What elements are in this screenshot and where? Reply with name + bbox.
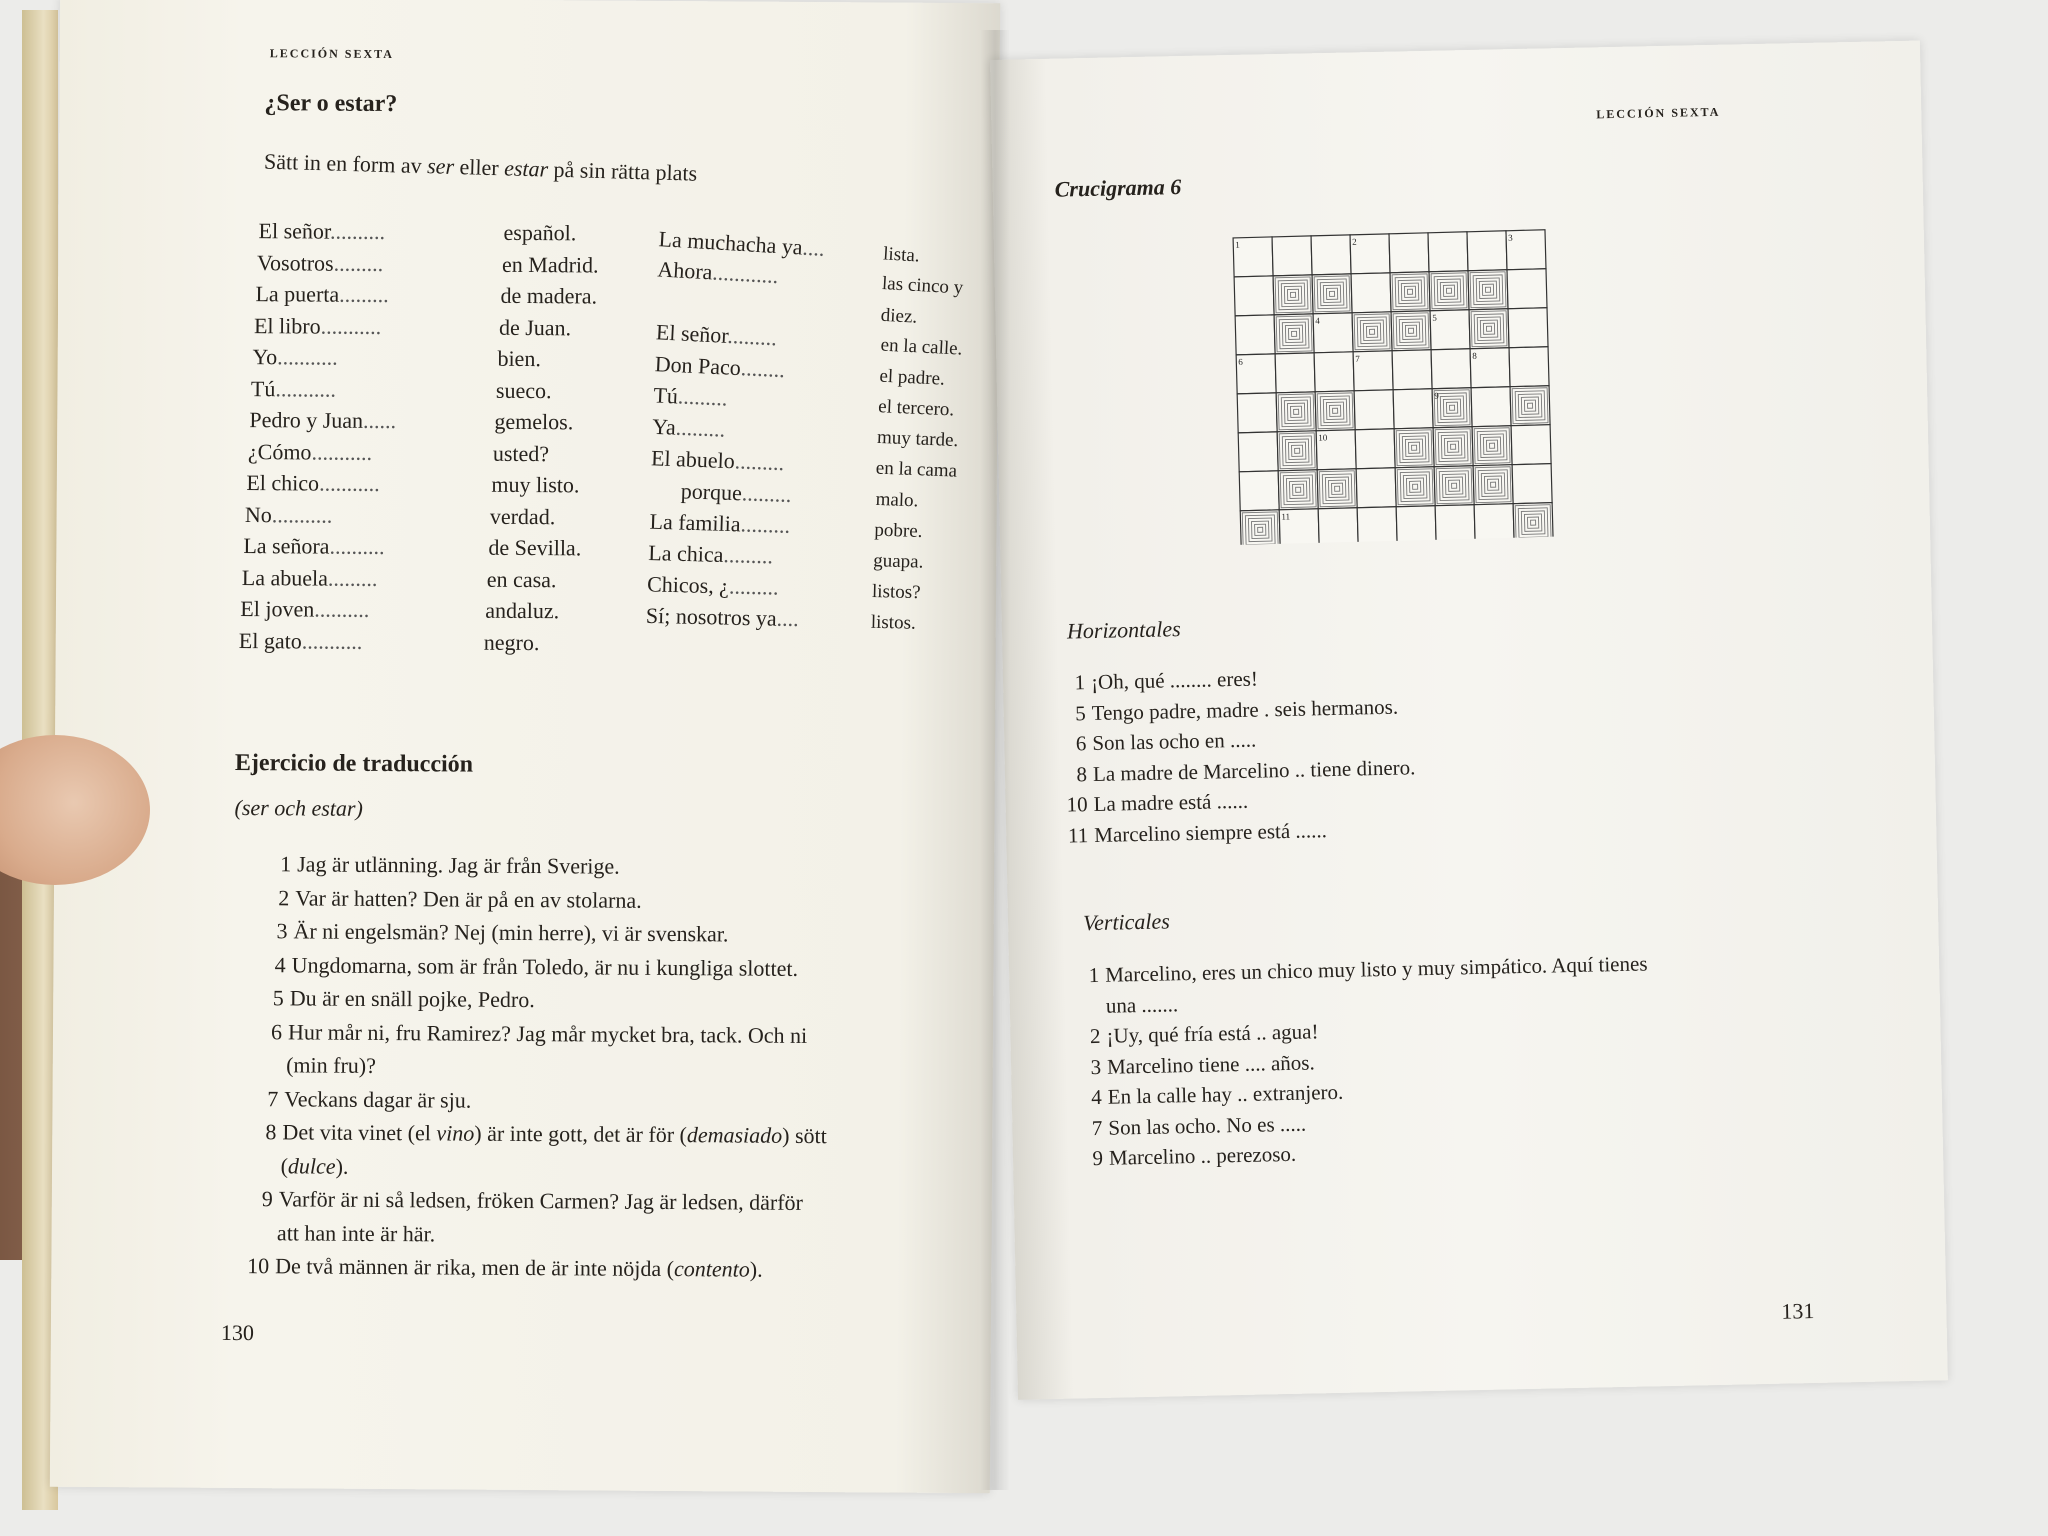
page-number: 130	[220, 1319, 254, 1346]
row-subject: Ahora	[657, 256, 714, 285]
crossword-cell	[1272, 236, 1312, 276]
exercise-row	[243, 533, 581, 561]
exercise-row	[252, 344, 541, 372]
page-title	[264, 90, 397, 118]
row-blank: .........	[675, 414, 726, 442]
item-number: 2	[278, 884, 290, 910]
row-left	[245, 502, 490, 530]
row-complement: listos.	[870, 611, 917, 634]
vertical-clue	[1078, 1019, 1319, 1049]
row-complement: en la calle.	[879, 334, 963, 360]
instr-part: på sin rätta plats	[547, 156, 698, 186]
row-complement: pobre.	[873, 519, 923, 543]
translation-item	[247, 1253, 763, 1283]
translation-item	[254, 1119, 827, 1149]
page-number: 131	[1781, 1298, 1815, 1324]
item-number: 1	[280, 851, 292, 877]
row-blank: .........	[339, 281, 389, 308]
row-complement: negro.	[483, 629, 540, 655]
crossword-cell	[1357, 507, 1397, 545]
row-subject: La familia	[649, 508, 741, 537]
row-complement: listos?	[871, 580, 922, 604]
exercise-row	[239, 627, 540, 655]
left-page	[50, 0, 1000, 1493]
crossword-cell	[1393, 389, 1433, 429]
clue-number: 2	[1089, 1023, 1101, 1049]
crossword-cell	[1314, 352, 1354, 392]
running-head: LECCIÓN SEXTA	[1596, 104, 1721, 122]
crossword-grid	[1230, 226, 1568, 545]
crossword-cell	[1474, 504, 1514, 544]
row-complement: verdad.	[489, 503, 556, 529]
row-subject: La chica	[648, 539, 724, 568]
crossword-cell	[1396, 506, 1436, 545]
row-left	[242, 565, 487, 593]
row-subject: La muchacha ya	[658, 226, 804, 260]
row-left	[654, 351, 880, 387]
clue-number: 8	[1076, 761, 1088, 786]
cell-number: 10	[1318, 432, 1328, 443]
instruction	[264, 149, 698, 187]
row-subject: Chicos, ¿	[647, 571, 730, 599]
exercise-row	[248, 439, 549, 467]
row-blank: ..........	[314, 596, 370, 622]
horizontal-clue	[1066, 818, 1327, 848]
row-subject: La abuela	[241, 564, 329, 591]
clue-number: 3	[1090, 1054, 1102, 1079]
crossword-title: Crucigrama 6	[1054, 174, 1182, 202]
row-blank: .........	[327, 565, 378, 591]
item-text: Du är en snäll pojke, Pedro.	[289, 985, 535, 1013]
row-left	[258, 218, 503, 246]
row-subject: porque	[679, 478, 742, 506]
row-complement: de Juan.	[498, 314, 572, 340]
row-subject: El joven	[240, 596, 315, 622]
vertical-clue	[1078, 992, 1179, 1019]
row-left	[647, 571, 873, 603]
row-complement: en Madrid.	[501, 251, 599, 278]
vertical-heading: Verticales	[1082, 908, 1171, 936]
row-complement: andaluz.	[485, 597, 560, 624]
exercise-row	[249, 407, 573, 435]
row-subject: La señora	[243, 533, 330, 559]
clue-text: La madre está ......	[1093, 788, 1249, 816]
translation-item	[269, 851, 620, 879]
exercise-row	[651, 445, 958, 482]
row-left	[656, 309, 881, 321]
item-text: Var är hatten? Den är på en av stolarna.	[295, 884, 642, 913]
crossword-cell	[1435, 505, 1475, 545]
row-subject: Don Paco	[654, 351, 742, 381]
row-left	[649, 509, 875, 542]
row-left	[248, 439, 493, 467]
row-left	[648, 540, 874, 572]
row-subject: Pedro y Juan	[249, 407, 364, 433]
row-subject: El señor	[258, 218, 331, 244]
row-complement: las cinco y	[881, 273, 964, 299]
row-left	[240, 596, 485, 624]
exercise-row	[646, 603, 916, 635]
row-subject: El libro	[253, 312, 321, 339]
crossword-cell	[1351, 273, 1391, 313]
vertical-clue	[1077, 951, 1648, 988]
cell-number: 7	[1355, 353, 1360, 364]
crossword-cell	[1389, 233, 1429, 273]
row-subject: El gato	[238, 627, 302, 653]
translation-item	[264, 952, 799, 982]
clue-text: ¡Oh, qué ........ eres!	[1090, 666, 1259, 695]
row-blank: ...........	[320, 313, 382, 339]
row-left	[246, 470, 491, 498]
cell-number: 1	[1235, 239, 1240, 250]
row-left	[257, 250, 502, 278]
crossword-cell	[1275, 353, 1315, 393]
row-complement: muy listo.	[491, 471, 580, 498]
crossword-cell	[1354, 390, 1394, 430]
exercise-row	[251, 376, 552, 404]
row-blank: ........	[740, 355, 786, 383]
row-subject: Tú	[653, 382, 679, 409]
translation-item	[258, 1052, 376, 1079]
item-text: (dulce).	[280, 1152, 349, 1179]
row-blank: ...........	[277, 344, 338, 370]
row-subject: La puerta	[255, 281, 340, 307]
item-number: 8	[265, 1119, 277, 1145]
vertical-clue	[1080, 1111, 1306, 1141]
row-blank: ...........	[271, 501, 333, 528]
crossword-cell	[1507, 269, 1547, 309]
crossword-cell	[1234, 276, 1274, 316]
translation-item	[249, 1220, 435, 1247]
row-blank: ...........	[275, 375, 337, 402]
row-complement: el padre.	[878, 365, 946, 390]
cell-number: 3	[1508, 232, 1513, 243]
row-left	[652, 414, 878, 449]
row-left	[243, 533, 488, 561]
translation-item	[256, 1086, 471, 1114]
row-left	[653, 382, 879, 418]
row-blank: ..........	[329, 533, 385, 560]
crossword-cell	[1511, 425, 1551, 465]
horizontal-clue	[1064, 728, 1256, 757]
item-number: 5	[272, 985, 284, 1011]
crossword-cell	[1238, 432, 1278, 472]
row-left	[252, 344, 497, 372]
crossword-cell	[1356, 468, 1396, 508]
clue-text: En la calle hay .. extranjero.	[1107, 1079, 1344, 1109]
horizontal-clue	[1065, 755, 1416, 787]
row-blank: ......	[363, 407, 397, 434]
translation-item	[260, 1019, 807, 1049]
clue-text: Marcelino .. perezoso.	[1108, 1141, 1297, 1170]
row-blank: ............	[711, 259, 780, 289]
row-left	[651, 445, 877, 479]
crossword-cell	[1311, 235, 1351, 275]
clue-number: 4	[1090, 1084, 1102, 1110]
row-blank: .........	[728, 573, 780, 600]
clue-text: Son las ocho en .....	[1092, 727, 1257, 756]
row-complement: usted?	[492, 440, 550, 466]
exercise-row	[255, 281, 597, 309]
row-complement: de Sevilla.	[488, 534, 582, 561]
title-text: ¿Ser o estar?	[264, 90, 398, 118]
row-left	[254, 313, 499, 341]
translation-subheading: (ser och estar)	[234, 794, 363, 821]
row-blank: ...........	[311, 439, 373, 465]
clue-number: 9	[1092, 1145, 1104, 1171]
exercise-row	[258, 218, 576, 246]
item-text: Hur mår ni, fru Ramirez? Jag mår mycket bra, tack. Och ni	[287, 1018, 808, 1048]
row-left	[251, 376, 496, 404]
row-blank: .........	[726, 322, 778, 351]
clue-text: Son las ocho. No es .....	[1108, 1111, 1307, 1140]
clue-text: Tengo padre, madre . seis hermanos.	[1091, 694, 1399, 725]
item-text: att han inte är här.	[276, 1219, 436, 1246]
translation-item	[262, 985, 535, 1013]
exercise-row	[240, 596, 559, 624]
row-blank: ....	[801, 234, 826, 261]
cell-number: 4	[1315, 315, 1320, 326]
row-complement: de madera.	[500, 282, 598, 309]
row-complement: el tercero.	[877, 396, 955, 421]
item-text: Ungdomarna, som är från Toledo, är nu i kungliga slottet.	[291, 951, 799, 981]
translation-item	[253, 1153, 349, 1180]
clue-number: 5	[1074, 700, 1086, 725]
row-complement: gemelos.	[494, 408, 574, 435]
item-text: De två männen är rika, men de är inte nöjda (contento).	[275, 1253, 763, 1282]
row-blank: .........	[739, 511, 791, 538]
clue-text: una .......	[1105, 991, 1179, 1018]
row-left	[249, 407, 494, 435]
running-head: LECCIÓN SEXTA	[269, 46, 395, 62]
item-text: Veckans dagar är sju.	[284, 1085, 472, 1113]
item-text: (min fru)?	[286, 1052, 377, 1078]
translation-item	[265, 918, 728, 947]
crossword-cell	[1237, 393, 1277, 433]
clue-number: 7	[1091, 1115, 1103, 1140]
row-complement: muy tarde.	[876, 426, 959, 452]
crossword-cell	[1508, 308, 1548, 348]
item-number: 3	[276, 918, 288, 944]
row-blank: .........	[723, 542, 774, 569]
row-left	[239, 627, 484, 655]
horizontal-clue	[1065, 789, 1248, 818]
cell-number: 9	[1434, 390, 1439, 401]
row-subject: ¿Cómo	[247, 438, 312, 465]
horizontal-clue	[1063, 667, 1258, 696]
crossword-cell	[1235, 315, 1275, 355]
row-complement: español.	[503, 219, 577, 246]
translation-item	[251, 1186, 803, 1216]
item-text: Varför är ni så ledsen, fröken Carmen? Jag är ledsen, därför	[278, 1186, 804, 1215]
exercise-row	[649, 509, 923, 543]
translation-item	[267, 885, 642, 914]
exercise-row	[245, 502, 556, 530]
instr-part: ser	[426, 153, 455, 179]
row-complement: lista.	[882, 243, 921, 267]
cell-number: 6	[1238, 356, 1243, 367]
horizontal-heading: Horizontales	[1066, 616, 1181, 644]
row-subject: Yo	[252, 344, 278, 370]
clue-number: 1	[1088, 962, 1100, 988]
exercise-row	[648, 540, 924, 574]
crossword-cell	[1471, 387, 1511, 427]
horizontal-clue	[1063, 694, 1398, 726]
row-blank: ...........	[301, 627, 363, 654]
item-number: 9	[261, 1186, 273, 1212]
cell-number: 5	[1432, 312, 1437, 323]
exercise-row	[647, 571, 921, 604]
vertical-clue	[1079, 1050, 1315, 1080]
row-complement: en casa.	[486, 566, 557, 592]
item-number: 7	[267, 1085, 279, 1111]
row-blank: .........	[741, 480, 792, 508]
row-complement: guapa.	[872, 550, 924, 573]
crossword-cell	[1355, 429, 1395, 469]
row-complement: malo.	[874, 488, 919, 512]
crossword-cell	[1239, 471, 1279, 511]
row-complement: sueco.	[495, 377, 552, 403]
instr-part: Sätt in en form av	[263, 148, 428, 179]
row-subject: Tú	[250, 375, 276, 401]
item-text: Jag är utlänning. Jag är från Sverige.	[297, 851, 620, 879]
vertical-clue	[1079, 1080, 1343, 1111]
vertical-clue	[1081, 1142, 1297, 1172]
clue-number: 10	[1066, 792, 1088, 817]
clue-text: La madre de Marcelino .. tiene dinero.	[1092, 754, 1416, 786]
row-subject: Vosotros	[256, 249, 334, 276]
row-subject: Ya	[652, 413, 677, 440]
clue-number: 6	[1075, 731, 1087, 756]
crossword-cell	[1392, 350, 1432, 390]
row-complement: bien.	[497, 345, 541, 372]
row-complement: diez.	[880, 304, 919, 328]
exercise-row	[242, 565, 557, 593]
row-blank: ..........	[329, 218, 386, 245]
item-text: Är ni engelsmän? Nej (min herre), vi är svenskar.	[293, 918, 729, 947]
item-number: 6	[270, 1018, 283, 1044]
row-blank: ...........	[319, 470, 380, 496]
exercise-row	[650, 477, 918, 512]
cell-number: 8	[1472, 350, 1477, 361]
row-left	[646, 603, 872, 634]
clue-text: Marcelino siempre está ......	[1093, 817, 1328, 847]
row-blank: ....	[776, 605, 800, 632]
instr-part: estar	[503, 155, 549, 182]
row-subject: El chico	[246, 470, 320, 496]
crossword-cell	[1431, 349, 1471, 389]
row-subject: No	[244, 501, 272, 527]
clue-text: Marcelino tiene .... años.	[1106, 1049, 1315, 1079]
row-subject: Sí; nosotros ya	[646, 602, 778, 631]
clue-text: ¡Uy, qué fría está .. agua!	[1106, 1019, 1319, 1048]
row-left	[255, 281, 500, 309]
exercise-row	[246, 470, 579, 498]
clue-number: 1	[1074, 670, 1086, 695]
row-blank: .........	[677, 383, 728, 411]
crossword-cell	[1318, 508, 1358, 545]
crossword-cell	[1509, 347, 1549, 387]
row-blank: .........	[333, 250, 384, 276]
row-complement: en la cama	[875, 457, 958, 482]
cell-number: 2	[1352, 236, 1357, 247]
row-left	[650, 477, 876, 511]
row-subject: El abuelo	[651, 445, 736, 474]
crossword-cell	[1512, 464, 1552, 504]
row-blank: .........	[734, 448, 786, 476]
cell-number: 11	[1281, 511, 1291, 522]
item-number: 4	[274, 951, 286, 977]
clue-number: 11	[1067, 822, 1089, 848]
exercise-row	[257, 250, 599, 278]
exercise-row	[254, 313, 571, 341]
translation-heading: Ejercicio de traducción	[234, 749, 474, 778]
crossword-cell	[1467, 231, 1507, 271]
clue-text: Marcelino, eres un chico muy listo y muy simpático. Aquí tienes	[1104, 951, 1648, 987]
gutter-shadow	[980, 30, 1010, 1490]
instr-part: eller	[453, 153, 505, 181]
crossword-cell	[1428, 232, 1468, 272]
item-number: 10	[247, 1253, 270, 1279]
item-text: Det vita vinet (el vino) är inte gott, det är för (demasiado) sött	[282, 1119, 827, 1149]
row-subject: El señor	[655, 319, 728, 348]
